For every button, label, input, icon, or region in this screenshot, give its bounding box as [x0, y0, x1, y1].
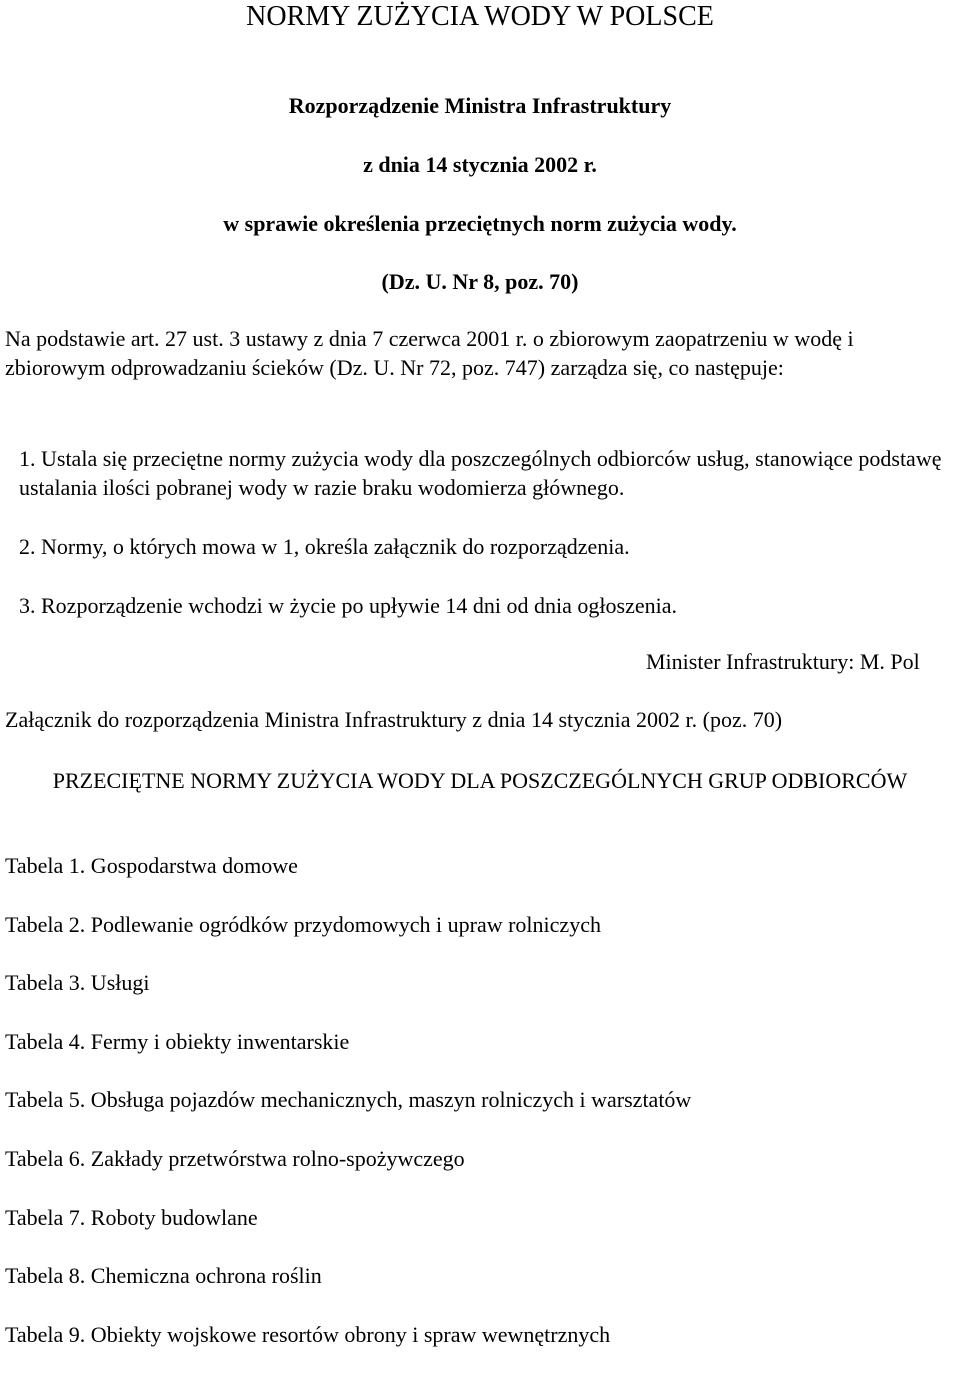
table-item-6: Tabela 6. Zakłady przetwórstwa rolno-spożywczego	[5, 1145, 465, 1171]
paragraph-2: 2. Normy, o których mowa w 1, określa załącznik do rozporządzenia.	[19, 534, 630, 559]
table-item-7: Tabela 7. Roboty budowlane	[5, 1204, 258, 1230]
table-item-8: Tabela 8. Chemiczna ochrona roślin	[5, 1263, 322, 1289]
annex-title: Załącznik do rozporządzenia Ministra Infrastruktury z dnia 14 stycznia 2002 r. (poz. 70)	[5, 707, 783, 732]
table-item-9: Tabela 9. Obiekty wojskowe resortów obrony i spraw wewnętrznych	[5, 1321, 611, 1347]
table-item-1: Tabela 1. Gospodarstwa domowe	[5, 853, 298, 878]
regulation-date: z dnia 14 stycznia 2002 r.	[363, 152, 597, 177]
paragraph-3: 3. Rozporządzenie wchodzi w życie po upływie 14 dni od dnia ogłoszenia.	[19, 593, 677, 618]
journal-reference: (Dz. U. Nr 8, poz. 70)	[381, 269, 579, 294]
tables-list	[5, 852, 691, 1379]
document-title: NORMY ZUŻYCIA WODY W POLSCE	[246, 1, 714, 32]
regulation-subject: w sprawie określenia przeciętnych norm zużycia wody.	[223, 211, 737, 236]
table-item-3: Tabela 3. Usługi	[5, 970, 150, 996]
table-item-5: Tabela 5. Obsługa pojazdów mechanicznych, maszyn rolniczych i warsztatów	[5, 1087, 692, 1113]
intro-paragraph: Na podstawie art. 27 ust. 3 ustawy z dnia 7 czerwca 2001 r. o zbiorowym zaopatrzeniu w wodę i zbiorowym odprowadzaniu ścieków (Dz. U. Nr 72, poz. 747) zarządza się, co następuje:	[5, 326, 854, 380]
table-item-2: Tabela 2. Podlewanie ogródków przydomowych i upraw rolniczych	[5, 911, 601, 937]
regulation-title: Rozporządzenie Ministra Infrastruktury	[288, 93, 672, 118]
minister-signature: Minister Infrastruktury: M. Pol	[646, 649, 920, 674]
paragraph-1: 1. Ustala się przeciętne normy zużycia wody dla poszczególnych odbiorców usług, stanowiące podstawę ustalania ilości pobranej wody w razie braku wodomierza głównego.	[19, 446, 942, 500]
annex-heading: PRZECIĘTNE NORMY ZUŻYCIA WODY DLA POSZCZEGÓLNYCH GRUP ODBIORCÓW	[52, 768, 908, 793]
table-item-4: Tabela 4. Fermy i obiekty inwentarskie	[5, 1028, 350, 1054]
